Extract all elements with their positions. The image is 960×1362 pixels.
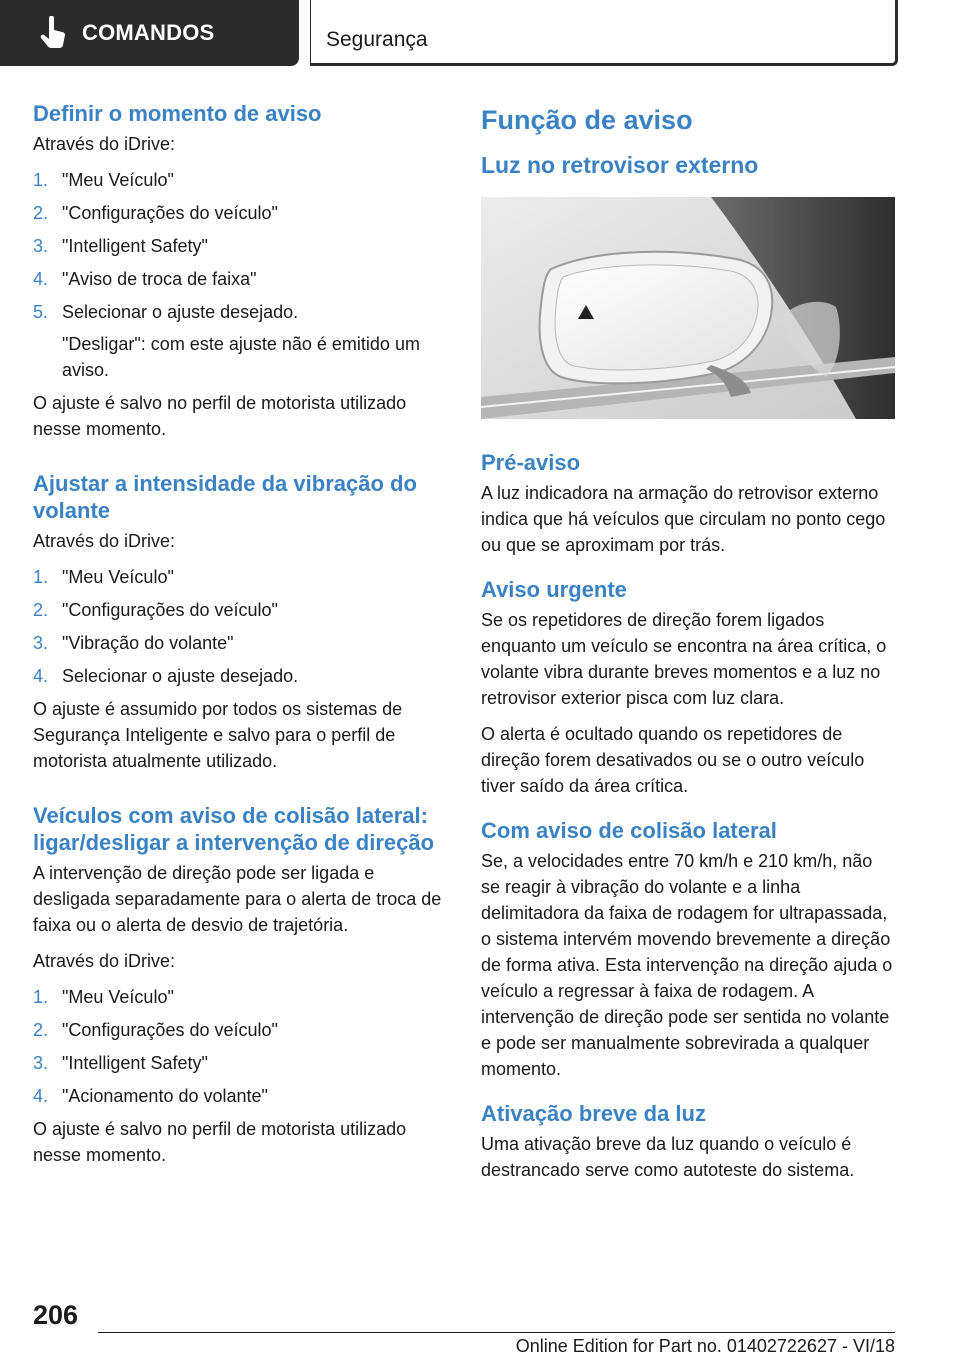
list-item: 2. "Configurações do veículo" [33, 600, 278, 620]
footer-divider [98, 1332, 895, 1333]
heading-set-warning-time: Definir o momento de aviso [33, 101, 322, 126]
intro-idrive: Através do iDrive: [33, 531, 176, 551]
list-item: 4. "Acionamento do volante" [33, 1086, 268, 1106]
paragraph: Se os repetidores de direção forem ligados enquanto um veículo se encontra na área crítica, o volante vibra durante breves momentos e a luz no retrovisor exterior pisca com luz clara. [481, 610, 887, 708]
footer-edition: Online Edition for Part no. 01402722627 - VI/18 [515, 1336, 895, 1356]
page-title: Função de aviso [481, 105, 693, 135]
heading-side-collision: Veículos com aviso de colisão lateral: ligar/desligar a intervenção de direção [33, 803, 435, 855]
section-title: Segurança [326, 28, 428, 51]
heading-vibration-intensity: Ajustar a intensidade da vibração do volante [33, 471, 417, 523]
steps-list [33, 564, 447, 689]
heading-side-collision-warning: Com aviso de colisão lateral [481, 818, 777, 843]
heading-pre-warning: Pré-aviso [481, 450, 581, 475]
intro-idrive: Através do iDrive: [33, 951, 176, 971]
steps-list [33, 167, 447, 383]
list-item: 3. "Intelligent Safety" [33, 236, 208, 256]
right-column [481, 100, 895, 1193]
paragraph: Uma ativação breve da luz quando o veículo é destrancado serve como autoteste do sistema. [481, 1134, 855, 1180]
left-column [33, 100, 447, 1178]
intro-idrive: Através do iDrive: [33, 134, 176, 154]
paragraph: A intervenção de direção pode ser ligada e desligada separadamente para o alerta de troca de faixa ou o alerta de desvio de trajetória. [33, 863, 442, 935]
list-item: 4. Selecionar o ajuste desejado. [33, 666, 299, 686]
heading-brief-activation: Ativação breve da luz [481, 1101, 706, 1126]
list-item: 2. "Configurações do veículo" [33, 203, 278, 223]
steps-list [33, 984, 447, 1109]
section-header [310, 0, 898, 66]
list-item: 5. Selecionar o ajuste desejado. "Desligar": com este ajuste não é emitido um aviso. [33, 299, 447, 383]
list-item: 4. "Aviso de troca de faixa" [33, 269, 257, 289]
page-number: 206 [33, 1300, 79, 1330]
list-item: 1. "Meu Veículo" [33, 987, 174, 1007]
paragraph: O ajuste é salvo no perfil de motorista utilizado nesse momento. [33, 1119, 407, 1165]
subtitle-mirror-light: Luz no retrovisor externo [481, 152, 759, 178]
paragraph: A luz indicadora na armação do retrovisor externo indica que há veículos que circulam no ponto cego ou que se aproximam por trás. [481, 483, 886, 555]
paragraph: Se, a velocidades entre 70 km/h e 210 km/h, não se reagir à vibração do volante e a linha delimitadora da faixa de rodagem for ultrapassada, o sistema intervém movendo brevemente a direção de forma ativa. Esta intervenção na direção ajuda o veículo a regressar à faixa de rodagem. A intervenção de direção pode ser sentida no volante e pode ser manualmente sobrevirada a qualquer momento. [481, 851, 893, 1079]
paragraph: O ajuste é assumido por todos os sistemas de Segurança Inteligente e salvo para o perfil de motorista atualmente utilizado. [33, 699, 403, 771]
chapter-tab[interactable] [0, 0, 299, 66]
heading-urgent-warning: Aviso urgente [481, 577, 627, 602]
side-mirror-illustration [481, 197, 895, 419]
list-item: 3. "Intelligent Safety" [33, 1053, 208, 1073]
paragraph: O alerta é ocultado quando os repetidores de direção forem desativados ou se o outro veículo tiver saído da área crítica. [481, 724, 865, 796]
hand-pointer-icon [38, 16, 68, 50]
list-item: 3. "Vibração do volante" [33, 633, 234, 653]
list-item: 1. "Meu Veículo" [33, 170, 174, 190]
chapter-label: COMANDOS [82, 20, 215, 45]
list-item: 1. "Meu Veículo" [33, 567, 174, 587]
paragraph: O ajuste é salvo no perfil de motorista utilizado nesse momento. [33, 393, 407, 439]
list-item: 2. "Configurações do veículo" [33, 1020, 278, 1040]
step-note: "Desligar": com este ajuste não é emitido um aviso. [62, 334, 420, 380]
